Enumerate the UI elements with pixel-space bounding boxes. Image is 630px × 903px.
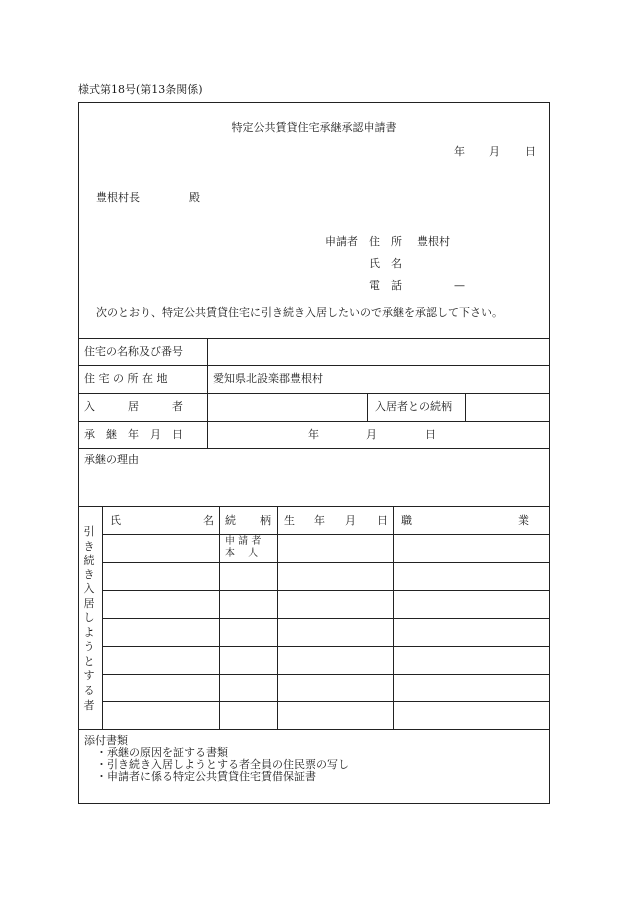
statement-text: 次のとおり、特定公共賃貸住宅に引き続き入居したいので承継を承認して下さい。 — [96, 306, 503, 319]
side-label-char: 引 — [83, 525, 95, 538]
succession-year: 年 — [308, 428, 319, 441]
resident-column-divider — [367, 393, 368, 421]
addressee-name: 豊根村長 — [96, 191, 140, 204]
side-label-char: き — [83, 540, 95, 553]
applicant-address-label: 住 所 — [369, 235, 402, 248]
application-form-frame — [78, 102, 550, 804]
side-label-char: と — [83, 655, 95, 668]
row-divider — [78, 338, 550, 339]
household-row-divider — [102, 590, 550, 591]
first-row-relation-line2: 本 人 — [225, 548, 259, 559]
succession-date-label: 承 継 年 月 日 — [84, 428, 183, 441]
household-row-divider — [102, 701, 550, 702]
household-row-divider — [102, 674, 550, 675]
header-birth-1: 年 — [314, 514, 325, 527]
row-divider — [78, 393, 550, 394]
relation-column-divider — [465, 393, 466, 421]
attachments-heading: 添付書類 — [84, 734, 128, 747]
side-label-char: す — [83, 669, 95, 682]
side-label-char: き — [83, 568, 95, 581]
side-label-char: よ — [83, 626, 95, 639]
household-row-divider — [102, 618, 550, 619]
row-divider — [78, 421, 550, 422]
relation-label: 入居者との続柄 — [375, 400, 452, 413]
header-relation-a: 続 — [225, 514, 236, 527]
row-divider — [78, 506, 550, 507]
location-label: 住 宅 の 所 在 地 — [84, 372, 168, 385]
side-label-char: 続 — [83, 554, 95, 567]
location-value: 愛知県北設楽郡豊根村 — [213, 372, 323, 385]
header-relation-b: 柄 — [260, 514, 271, 527]
side-label-char: 者 — [83, 699, 95, 712]
header-job-b: 業 — [518, 514, 529, 527]
side-label-char: 居 — [83, 597, 95, 610]
applicant-phone-value: — — [454, 279, 465, 292]
applicant-phone-label: 電 話 — [369, 279, 402, 292]
succession-day: 日 — [425, 428, 436, 441]
date-day: 日 — [525, 145, 536, 158]
first-row-relation-line1: 申 請 者 — [225, 536, 262, 547]
label-column-divider — [207, 338, 208, 448]
side-label-char: う — [83, 640, 95, 653]
attachment-item: ・承継の原因を証する書類 — [96, 746, 228, 759]
side-label-char: る — [83, 684, 95, 697]
header-birth-3: 日 — [377, 514, 388, 527]
applicant-address-value: 豊根村 — [417, 235, 450, 248]
row-divider — [78, 365, 550, 366]
header-name-b: 名 — [203, 514, 214, 527]
attachment-item: ・申請者に係る特定公共賃貸住宅賃借保証書 — [96, 770, 316, 783]
date-month: 月 — [489, 145, 500, 158]
form-number: 様式第18号(第13条関係) — [78, 83, 203, 96]
attachment-item: ・引き続き入居しようとする者全員の住民票の写し — [96, 758, 349, 771]
form-title: 特定公共賃貸住宅承継承認申請書 — [231, 121, 397, 134]
side-label-char: 入 — [83, 582, 95, 595]
header-birth-2: 月 — [345, 514, 356, 527]
household-row-divider — [102, 646, 550, 647]
row-divider — [78, 448, 550, 449]
applicant-name-label: 氏 名 — [369, 257, 402, 270]
housing-name-label: 住宅の名称及び番号 — [84, 345, 183, 358]
reason-label: 承継の理由 — [84, 453, 139, 466]
side-label-char: し — [83, 611, 95, 624]
household-row-divider — [102, 534, 550, 535]
succession-month: 月 — [366, 428, 377, 441]
resident-label: 入 居 者 — [84, 400, 183, 413]
applicant-label: 申請者 — [325, 235, 358, 248]
header-birth-0: 生 — [284, 514, 295, 527]
header-job-a: 職 — [401, 514, 412, 527]
row-divider — [78, 729, 550, 730]
household-row-divider — [102, 562, 550, 563]
date-year: 年 — [454, 145, 465, 158]
header-name-a: 氏 — [110, 514, 121, 527]
addressee-honorific: 殿 — [189, 191, 200, 204]
